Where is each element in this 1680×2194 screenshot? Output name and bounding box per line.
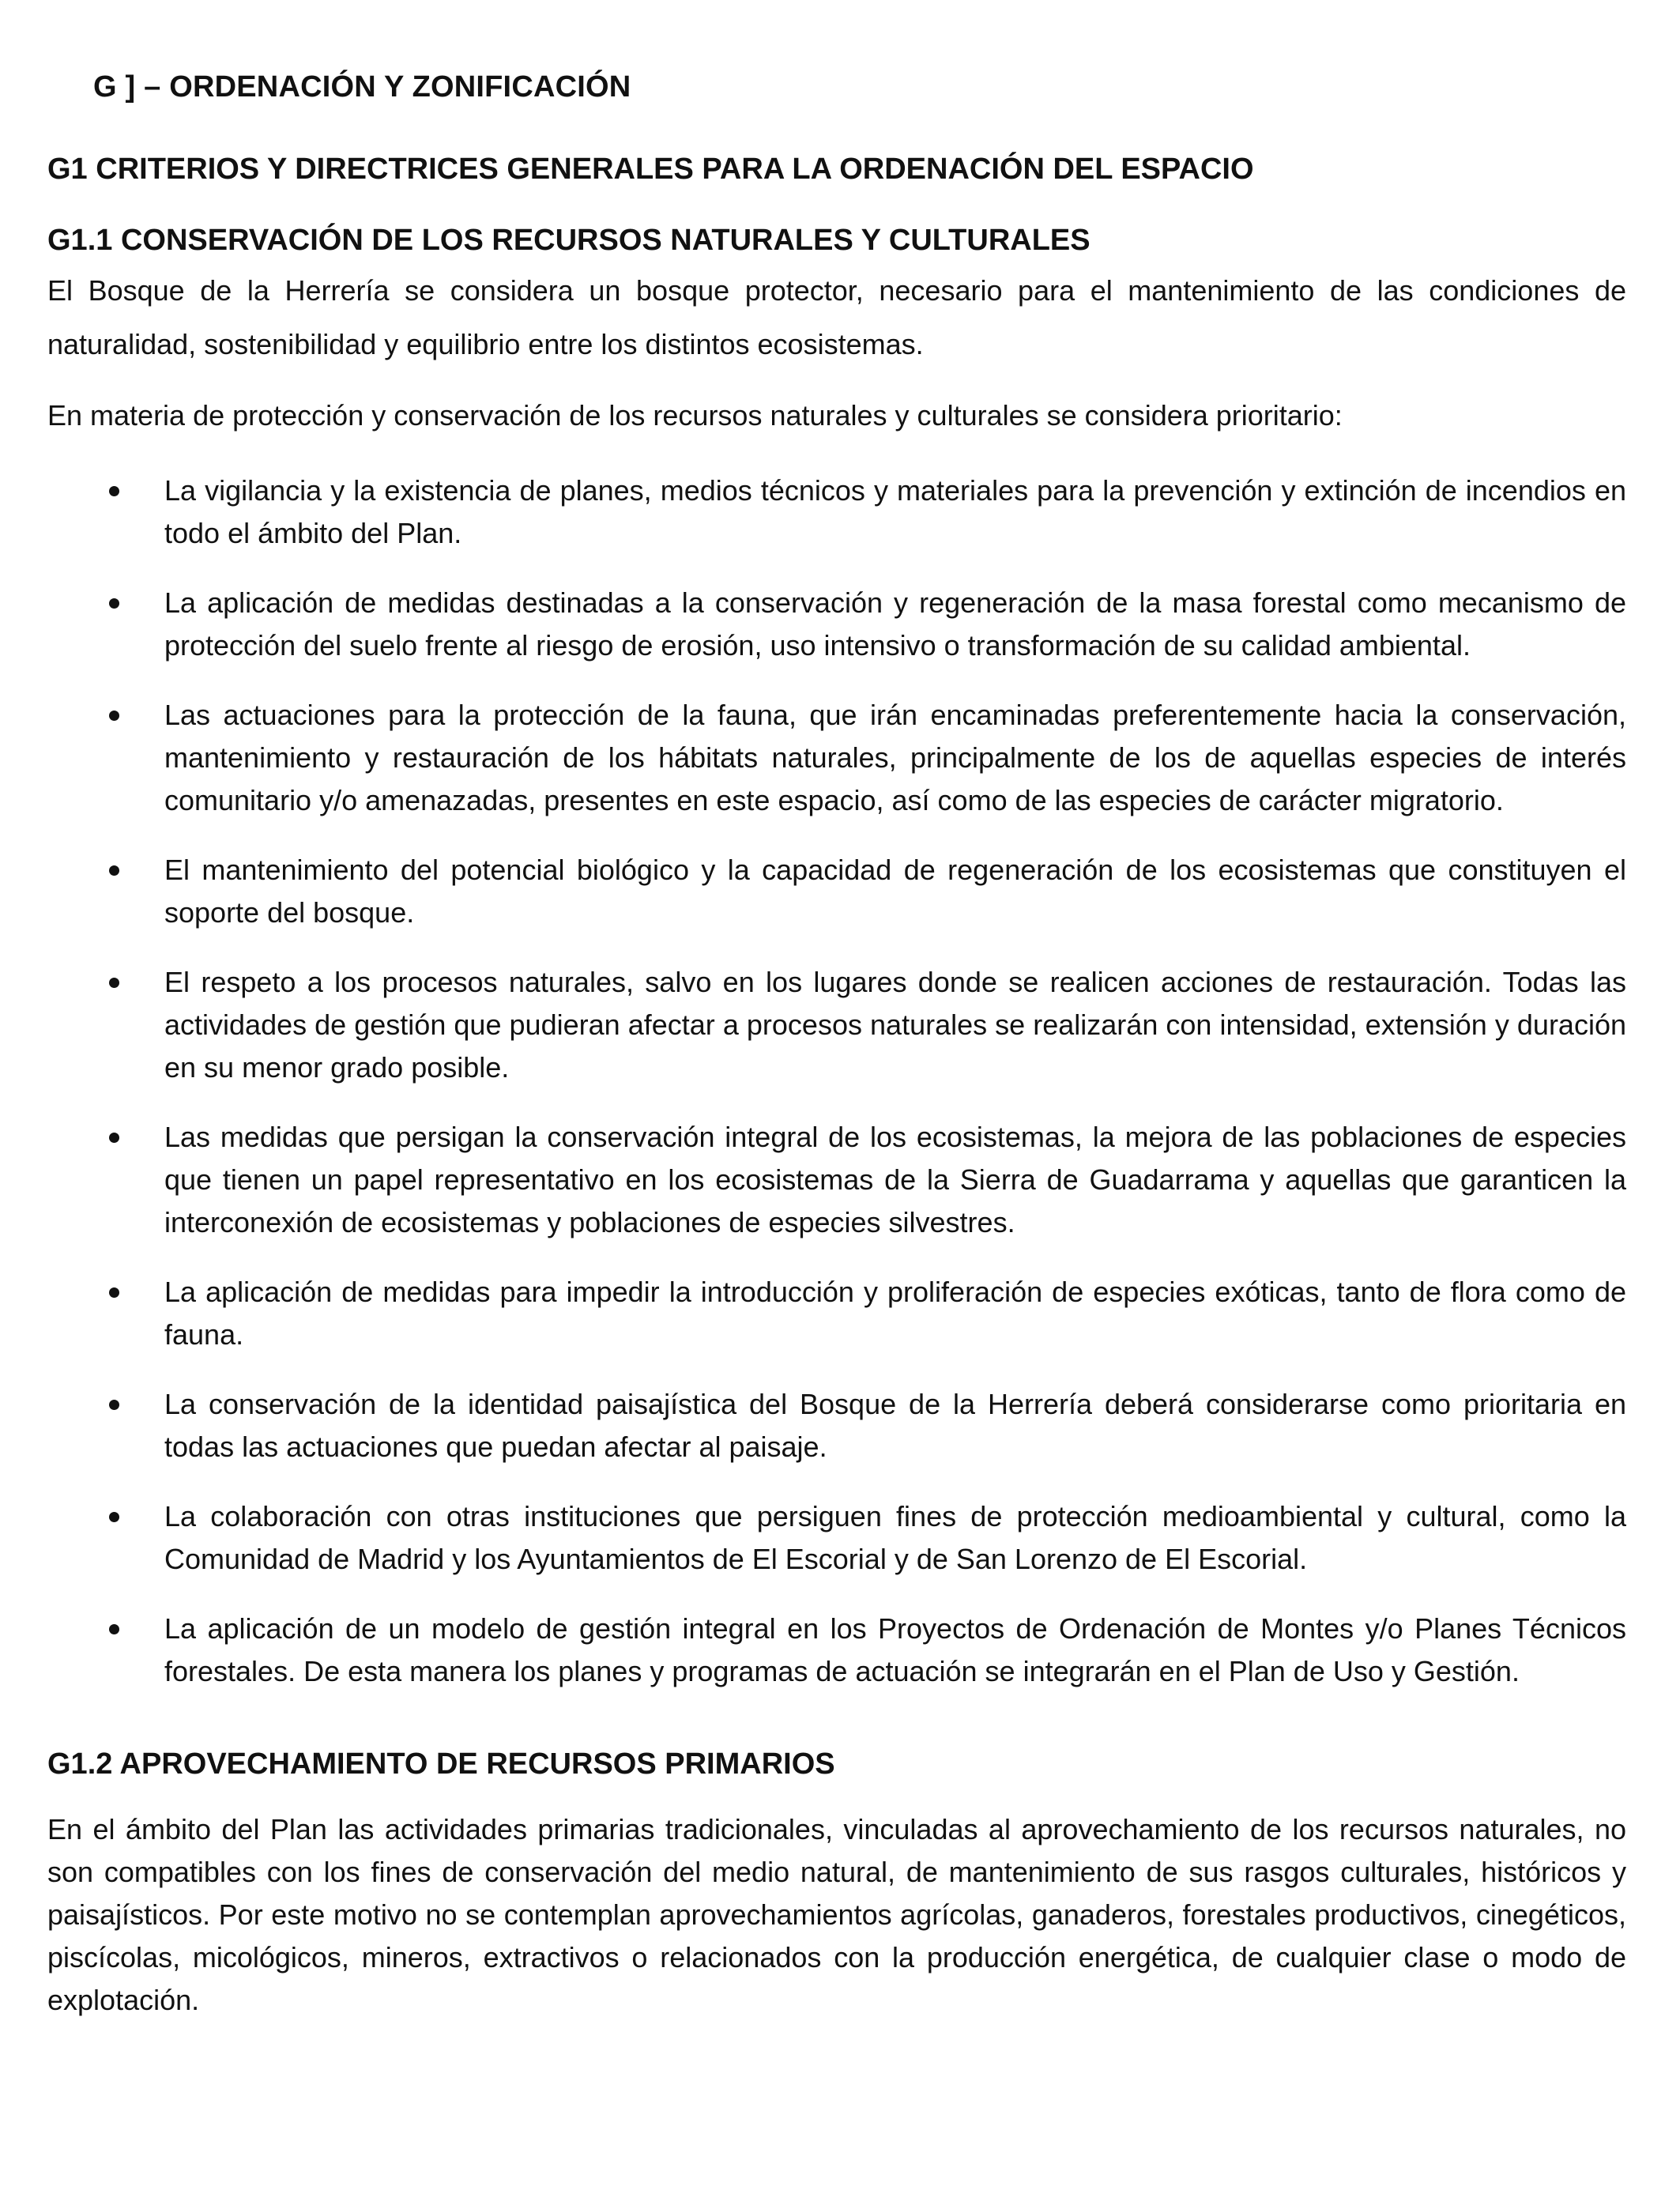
bullet-icon [103,1116,126,1159]
list-item [47,469,1626,555]
document-title: G ] – ORDENACIÓN Y ZONIFICACIÓN [93,70,631,104]
bullet-icon [103,582,126,624]
list-item [47,1608,1626,1693]
section-g1-2-paragraph-1: En el ámbito del Plan las actividades primarias tradicionales, vinculadas al aprovechamiento de los recursos naturales, no son compatibles con los fines de conservación del medio natural, de mantenimiento de sus rasgos culturales, históricos y paisajísticos. Por este motivo no se contemplan aprovechamientos agrícolas, ganaderos, forestales productivos, cinegéticos, piscícolas, micológicos, mineros, extractivos o relacionados con la producción energética, de cualquier clase o modo de explotación. [47,1813,1626,2016]
list-item-text: La aplicación de medidas destinadas a la conservación y regeneración de la masa forestal como mecanismo de protección del suelo frente al riesgo de erosión, uso intensivo o transformación de su calidad ambiental. [164,586,1626,662]
section-g1-1-paragraph-2: En materia de protección y conservación de los recursos naturales y culturales se considera prioritario: [47,399,1343,432]
bullet-icon [103,1271,126,1314]
list-item [47,961,1626,1089]
bullet-icon [103,1383,126,1426]
list-item-text: La aplicación de medidas para impedir la introducción y proliferación de especies exóticas, tanto de flora como de fauna. [164,1276,1626,1351]
list-item-text: Las actuaciones para la protección de la fauna, que irán encaminadas preferentemente hacia la conservación, mantenimiento y restauración de los hábitats naturales, principalmente de los de aquellas especies de interés comunitario y/o amenazadas, presentes en este espacio, así como de las especies de carácter migratorio. [164,699,1626,816]
list-item-text: Las medidas que persigan la conservación integral de los ecosistemas, la mejora de las poblaciones de especies que tienen un papel representativo en los ecosistemas de la Sierra de Guadarrama y aquellas que garanticen la interconexión de ecosistemas y poblaciones de especies silvestres. [164,1121,1626,1238]
conservation-priority-list [47,469,1626,1693]
bullet-icon [103,1495,126,1538]
list-item [47,1383,1626,1468]
section-g1-1-paragraph-1: El Bosque de la Herrería se considera un bosque protector, necesario para el mantenimiento de las condiciones de naturalidad, sostenibilidad y equilibrio entre los distintos ecosistemas. [47,274,1626,360]
bullet-icon [103,961,126,1004]
list-item-text: El respeto a los procesos naturales, salvo en los lugares donde se realicen acciones de restauración. Todas las actividades de gestión que pudieran afectar a procesos naturales se realizarán con intensidad, extensión y duración en su menor grado posible. [164,966,1626,1084]
list-item [47,1116,1626,1244]
bullet-icon [103,694,126,737]
list-item-text: El mantenimiento del potencial biológico y la capacidad de regeneración de los ecosistemas que constituyen el soporte del bosque. [164,854,1626,929]
section-g1-2-heading: G1.2 APROVECHAMIENTO DE RECURSOS PRIMARIOS [47,1747,835,1781]
list-item-text: La colaboración con otras instituciones que persiguen fines de protección medioambiental y cultural, como la Comunidad de Madrid y los Ayuntamientos de El Escorial y de San Lorenzo de El Escorial. [164,1500,1626,1575]
section-g1-1-heading: G1.1 CONSERVACIÓN DE LOS RECURSOS NATURALES Y CULTURALES [47,224,1090,257]
bullet-icon [103,469,126,512]
list-item [47,1271,1626,1356]
list-item [47,582,1626,667]
bullet-icon [103,1608,126,1650]
section-g1-heading: G1 CRITERIOS Y DIRECTRICES GENERALES PARA LA ORDENACIÓN DEL ESPACIO [47,153,1254,186]
list-item [47,849,1626,934]
bullet-icon [103,849,126,892]
list-item-text: La conservación de la identidad paisajística del Bosque de la Herrería deberá considerarse como prioritaria en todas las actuaciones que puedan afectar al paisaje. [164,1388,1626,1463]
list-item [47,1495,1626,1581]
list-item-text: La vigilancia y la existencia de planes, medios técnicos y materiales para la prevención y extinción de incendios en todo el ámbito del Plan. [164,474,1626,549]
list-item [47,694,1626,822]
list-item-text: La aplicación de un modelo de gestión integral en los Proyectos de Ordenación de Montes y/o Planes Técnicos forestales. De esta manera los planes y programas de actuación se integrarán en el Plan de Uso y Gestión. [164,1612,1626,1687]
